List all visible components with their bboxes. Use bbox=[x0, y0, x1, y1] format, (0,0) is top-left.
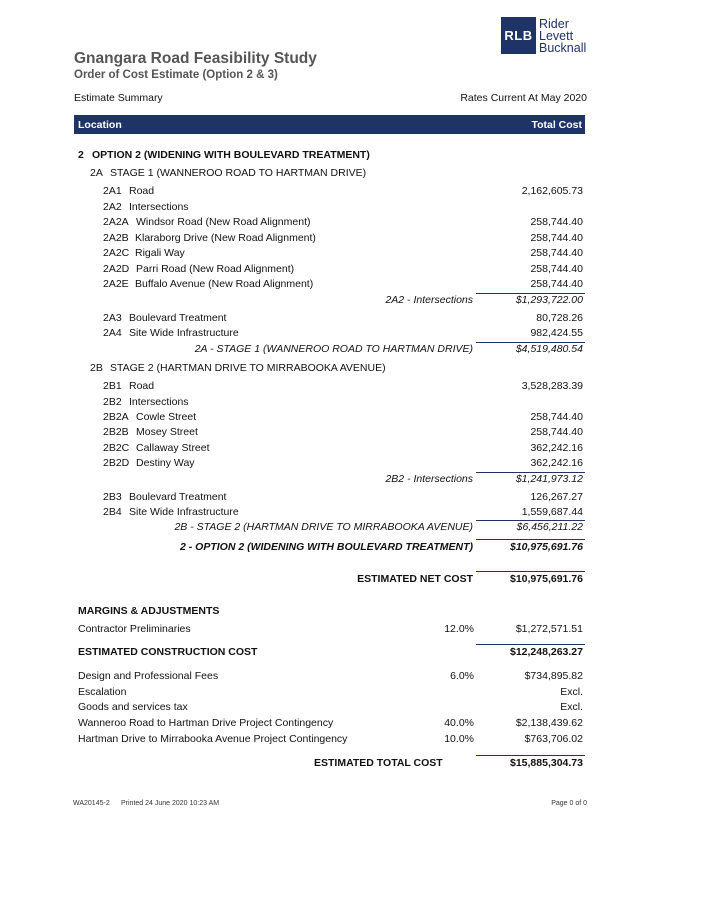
line-item-row bbox=[0, 491, 705, 505]
stage-subtotal-amount: $4,519,480.54 bbox=[515, 343, 583, 355]
margin-label: Contractor Preliminaries bbox=[78, 623, 191, 635]
option-total-rule bbox=[476, 539, 585, 540]
stage-subtotal-row bbox=[0, 521, 705, 535]
item-code: 2B2B bbox=[103, 426, 129, 438]
margins-heading-row bbox=[0, 605, 705, 619]
item-name: Destiny Way bbox=[136, 457, 195, 469]
stage-code: 2A bbox=[90, 167, 103, 179]
footer-page-number: Page 0 of 0 bbox=[551, 800, 587, 807]
stage-code: 2B bbox=[90, 362, 103, 374]
adjustment-row bbox=[0, 670, 705, 684]
adjustment-percent: 6.0% bbox=[450, 670, 474, 682]
item-code: 2B2C bbox=[103, 442, 130, 454]
line-item-row bbox=[0, 312, 705, 326]
adjustment-row bbox=[0, 686, 705, 700]
item-amount: 258,744.40 bbox=[530, 232, 583, 244]
item-amount: 258,744.40 bbox=[530, 247, 583, 259]
total-cost-label: ESTIMATED TOTAL COST bbox=[314, 757, 443, 769]
footer-printed-date: Printed 24 June 2020 10:23 AM bbox=[121, 800, 220, 807]
item-amount: 258,744.40 bbox=[530, 216, 583, 228]
option-heading-row bbox=[0, 149, 705, 163]
item-amount: 362,242.16 bbox=[530, 457, 583, 469]
stage-heading-row bbox=[0, 167, 705, 181]
adjustment-label: Goods and services tax bbox=[78, 701, 188, 713]
document-subtitle: Order of Cost Estimate (Option 2 & 3) bbox=[74, 69, 278, 81]
item-name: Buffalo Avenue (New Road Alignment) bbox=[135, 278, 314, 290]
subtotal-row bbox=[0, 294, 705, 308]
line-item-row bbox=[0, 506, 705, 520]
adjustment-percent: 10.0% bbox=[444, 733, 474, 745]
item-amount: 258,744.40 bbox=[530, 278, 583, 290]
footer-reference: WA20145-2 bbox=[73, 800, 110, 807]
subtotal-label: 2B2 - Intersections bbox=[385, 473, 473, 485]
estimate-summary-label: Estimate Summary bbox=[74, 92, 163, 104]
item-code: 2A2C bbox=[103, 247, 130, 259]
item-code: 2B2D bbox=[103, 457, 130, 469]
item-amount: 80,728.26 bbox=[536, 312, 583, 324]
total-cost-row bbox=[0, 757, 705, 771]
stage-name: STAGE 1 (WANNEROO ROAD TO HARTMAN DRIVE) bbox=[110, 167, 367, 179]
option-code: 2 bbox=[78, 149, 84, 161]
adjustment-row bbox=[0, 717, 705, 731]
item-code: 2A2D bbox=[103, 263, 130, 275]
item-name: Rigali Way bbox=[135, 247, 185, 259]
item-code: 2A2A bbox=[103, 216, 129, 228]
option-total-amount: $10,975,691.76 bbox=[510, 541, 583, 553]
adjustment-label: Wanneroo Road to Hartman Drive Project Contingency bbox=[78, 717, 334, 729]
logo-mark: RLB bbox=[501, 17, 536, 54]
item-amount: 126,267.27 bbox=[530, 491, 583, 503]
item-code: 2B4 bbox=[103, 506, 122, 518]
subtotal-row bbox=[0, 473, 705, 487]
item-amount: 258,744.40 bbox=[530, 263, 583, 275]
line-item-row bbox=[0, 411, 705, 425]
stage-heading-row bbox=[0, 362, 705, 376]
item-code: 2A2E bbox=[103, 278, 129, 290]
construction-cost-rule bbox=[476, 644, 585, 645]
line-item-row bbox=[0, 216, 705, 230]
adjustment-label: Escalation bbox=[78, 686, 127, 698]
item-name: Road bbox=[129, 380, 155, 392]
option-name: OPTION 2 (WIDENING WITH BOULEVARD TREATMENT) bbox=[92, 149, 370, 161]
line-item-row bbox=[0, 396, 705, 410]
line-item-row bbox=[0, 201, 705, 215]
adjustment-percent: 40.0% bbox=[444, 717, 474, 729]
item-amount: 362,242.16 bbox=[530, 442, 583, 454]
item-code: 2A2 bbox=[103, 201, 122, 213]
item-amount: 1,559,687.44 bbox=[521, 506, 583, 518]
stage-subtotal-amount: $6,456,211.22 bbox=[516, 521, 583, 533]
option-total-label: 2 - OPTION 2 (WIDENING WITH BOULEVARD TREATMENT) bbox=[179, 541, 473, 553]
table-header bbox=[74, 115, 585, 134]
stage-subtotal-label: 2A - STAGE 1 (WANNEROO ROAD TO HARTMAN DRIVE) bbox=[194, 343, 473, 355]
item-amount: 258,744.40 bbox=[530, 426, 583, 438]
line-item-row bbox=[0, 247, 705, 261]
line-item-row bbox=[0, 442, 705, 456]
adjustment-amount: Excl. bbox=[560, 686, 583, 698]
location-column-header: Location bbox=[78, 119, 122, 131]
item-name: Site Wide Infrastructure bbox=[129, 506, 239, 518]
item-name: Intersections bbox=[129, 396, 189, 408]
net-cost-row bbox=[0, 573, 705, 587]
line-item-row bbox=[0, 426, 705, 440]
item-name: Road bbox=[129, 185, 155, 197]
logo-wordmark bbox=[539, 17, 586, 54]
item-code: 2A2B bbox=[103, 232, 129, 244]
item-name: Parri Road (New Road Alignment) bbox=[136, 263, 295, 275]
line-item-row bbox=[0, 278, 705, 292]
item-code: 2A4 bbox=[103, 327, 122, 339]
item-name: Boulevard Treatment bbox=[129, 312, 227, 324]
line-item-row bbox=[0, 263, 705, 277]
item-code: 2A1 bbox=[103, 185, 122, 197]
construction-cost-row bbox=[0, 646, 705, 660]
line-item-row bbox=[0, 185, 705, 199]
subtotal-label: 2A2 - Intersections bbox=[385, 294, 473, 306]
item-name: Mosey Street bbox=[136, 426, 198, 438]
construction-cost-amount: $12,248,263.27 bbox=[510, 646, 583, 658]
option-total-row bbox=[0, 541, 705, 555]
subtotal-amount: $1,293,722.00 bbox=[515, 294, 583, 306]
item-code: 2B2A bbox=[103, 411, 129, 423]
total-cost-column-header: Total Cost bbox=[531, 119, 582, 131]
line-item-row bbox=[0, 457, 705, 471]
item-name: Klaraborg Drive (New Road Alignment) bbox=[135, 232, 316, 244]
item-name: Site Wide Infrastructure bbox=[129, 327, 239, 339]
item-name: Callaway Street bbox=[136, 442, 210, 454]
margin-percent: 12.0% bbox=[444, 623, 474, 635]
net-cost-rule bbox=[476, 571, 585, 572]
item-amount: 982,424.55 bbox=[530, 327, 583, 339]
item-name: Boulevard Treatment bbox=[129, 491, 227, 503]
adjustment-row bbox=[0, 733, 705, 747]
rates-current-label: Rates Current At May 2020 bbox=[460, 92, 587, 104]
logo-line-2: Levett bbox=[539, 28, 574, 43]
document-title: Gnangara Road Feasibility Study bbox=[74, 50, 317, 67]
item-name: Windsor Road (New Road Alignment) bbox=[136, 216, 311, 228]
item-code: 2B3 bbox=[103, 491, 122, 503]
margin-amount: $1,272,571.51 bbox=[515, 623, 583, 635]
item-amount: 3,528,283.39 bbox=[521, 380, 583, 392]
adjustment-row bbox=[0, 701, 705, 715]
adjustment-label: Design and Professional Fees bbox=[78, 670, 219, 682]
total-cost-rule bbox=[476, 755, 585, 756]
adjustment-label: Hartman Drive to Mirrabooka Avenue Project Contingency bbox=[78, 733, 348, 745]
adjustment-amount: Excl. bbox=[560, 701, 583, 713]
item-name: Cowle Street bbox=[136, 411, 197, 423]
logo-line-1: Rider bbox=[539, 16, 569, 31]
item-amount: 2,162,605.73 bbox=[521, 185, 583, 197]
item-code: 2B2 bbox=[103, 396, 122, 408]
construction-cost-label: ESTIMATED CONSTRUCTION COST bbox=[78, 646, 258, 658]
net-cost-amount: $10,975,691.76 bbox=[510, 573, 583, 585]
subtotal-amount: $1,241,973.12 bbox=[515, 473, 583, 485]
rlb-logo bbox=[501, 17, 586, 54]
stage-subtotal-row bbox=[0, 343, 705, 357]
margin-row bbox=[0, 623, 705, 637]
net-cost-label: ESTIMATED NET COST bbox=[357, 573, 473, 585]
adjustment-amount: $2,138,439.62 bbox=[515, 717, 583, 729]
item-code: 2B1 bbox=[103, 380, 122, 392]
margins-heading: MARGINS & ADJUSTMENTS bbox=[78, 605, 220, 617]
item-code: 2A3 bbox=[103, 312, 122, 324]
total-cost-amount: $15,885,304.73 bbox=[510, 757, 583, 769]
logo-line-3: Bucknall bbox=[539, 40, 587, 55]
stage-name: STAGE 2 (HARTMAN DRIVE TO MIRRABOOKA AVENUE) bbox=[110, 362, 386, 374]
line-item-row bbox=[0, 232, 705, 246]
item-name: Intersections bbox=[129, 201, 189, 213]
line-item-row bbox=[0, 380, 705, 394]
adjustment-amount: $734,895.82 bbox=[524, 670, 583, 682]
adjustment-amount: $763,706.02 bbox=[524, 733, 583, 745]
item-amount: 258,744.40 bbox=[530, 411, 583, 423]
stage-subtotal-label: 2B - STAGE 2 (HARTMAN DRIVE TO MIRRABOOKA AVENUE) bbox=[174, 521, 473, 533]
line-item-row bbox=[0, 327, 705, 341]
